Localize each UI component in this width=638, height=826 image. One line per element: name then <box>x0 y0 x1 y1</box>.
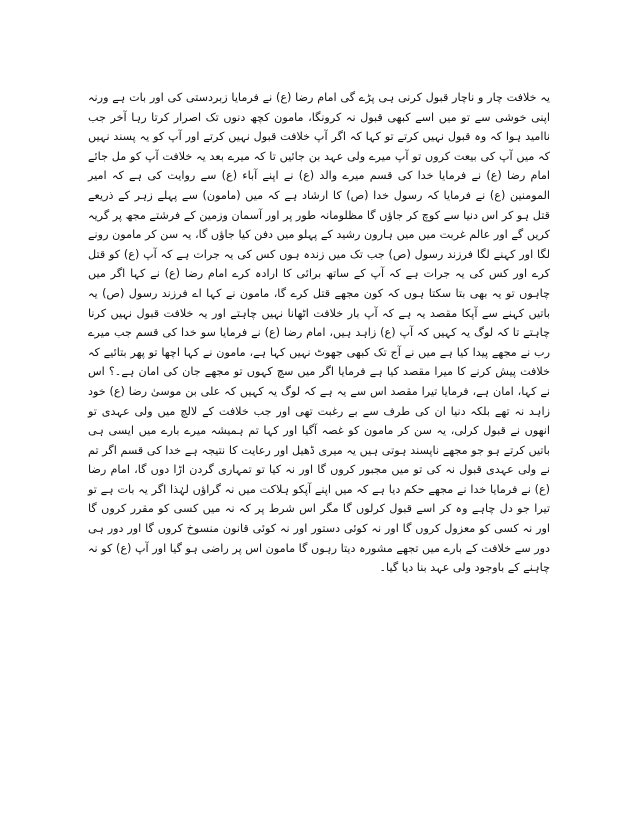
body-paragraph: یہ خلافت چار و ناچار قبول کرنی ہی پڑے گی امام رضا (ع) نے فرمایا زبردستی کی اور بات ہے ورنہ اپنی خوشی سے تو میں اسے کبھی قبول نہ کرونگا، مامون کچھ دنوں تک اصرار کرتا رہا آخر جب ناامید ہوا کہ وہ قبول نہیں کرتے تو کہا کہ اگر آپ خلافت قبول نہیں کرتے اور آپ کو یہ پسند نہیں کہ میں آپ کی بیعت کروں تو آپ میرے ولی عہد بن جائیں تا کہ میرے بعد یہ خلافت آپ کو مل جائے امام رضا (ع) نے فرمایا خدا کی قسم میرے والد (ع) نے اپنے آباء (ع) سے روایت کی ہے کہ امیر المومنین (ع) نے فرمایا کہ رسول خدا (ص) کا ارشاد ہے کہ میں (مامون) سے پہلے زہر کے ذریعے قتل ہو کر اس دنیا سے کوچ کر جاؤں گا مظلومانہ طور پر اور آسمان وزمین کے فرشتے مجھ پر گریہ کریں گے اور عالم غربت میں میں ہارون رشید کے پہلو میں دفن کیا جاؤں گا، یہ سن کر مامون رونے لگا اور کہنے لگا فرزند رسول (ص) جب تک میں زندہ ہوں کس کی یہ جرات ہے کہ آپ (ع) کو قتل کرے اور کس کی یہ جرات ہے کہ آپ کے ساتھ برائی کا ارادہ کرے امام رضا (ع) نے کہا اگر میں چاہوں تو یہ بھی بتا سکتا ہوں کہ کون مجھے قتل کرے گا، مامون نے کہا اے فرزند رسول (ص) یہ باتیں کہنے سے آپکا مقصد یہ ہے کہ آپ بار خلافت اٹھانا نہیں چاہتے اور یہ خلافت قبول نہیں کرنا چاہتے تا کہ لوگ یہ کہیں کہ آپ (ع) زاہد ہیں، امام رضا (ع) نے فرمایا سو خدا کی قسم جب میرے رب نے مجھے پیدا کیا ہے میں نے آج تک کبھی جھوٹ نہیں کہا ہے، مامون نے کہا اچھا تو پھر بتائیے کہ خلافت پیش کرنے کا میرا مقصد کیا ہے فرمایا اگر میں سچ کہوں تو مجھے جان کی امان ہے۔؟ اس نے کہا، امان ہے، فرمایا تیرا مقصد اس سے یہ ہے کہ لوگ یہ کہیں کہ علی بن موسیٰ رضا (ع) خود زاہد نہ تھے بلکہ دنیا ان کی طرف سے بے رغبت تھی اور جب خلافت کے لالچ میں ولی عہدی تو انھوں نے قبول کرلی، یہ سن کر مامون کو غصہ آگیا اور کہا تم ہمیشہ میرے بارے میں ایسی ہی باتیں کرتے ہو جو مجھے ناپسند ہوتی ہیں یہ میری ڈھیل اور رعایت کا نتیجہ ہے خدا کی قسم اگر تم نے ولی عہدی قبول نہ کی تو میں مجبور کروں گا اور نہ کیا تو تمہاری گردن اڑا دوں گا، امام رضا (ع) نے فرمایا خدا نے مجھے حکم دیا ہے کہ میں اپنے آپکو ہلاکت میں نہ گراؤں لہٰذا اگر یہ بات ہے تو تیرا جو دل چاہے وہ کر اسے قبول کرلوں گا مگر اس شرط پر کہ نہ میں کسی کو مقرر کروں گا اور نہ کسی کو معزول کروں گا اور نہ کوئی دستور اور نہ کوئی قانون منسوخ کروں گا اور دور ہی دور سے خلافت کے بارے میں تجھے مشورہ دیتا رہوں گا مامون اس پر راضی ہو گیا اور آپ (ع) کو نہ چاہنے کے باوجود ولی عہد بنا دیا گیا۔ <box>88 91 550 575</box>
urdu-text-block <box>88 88 550 578</box>
